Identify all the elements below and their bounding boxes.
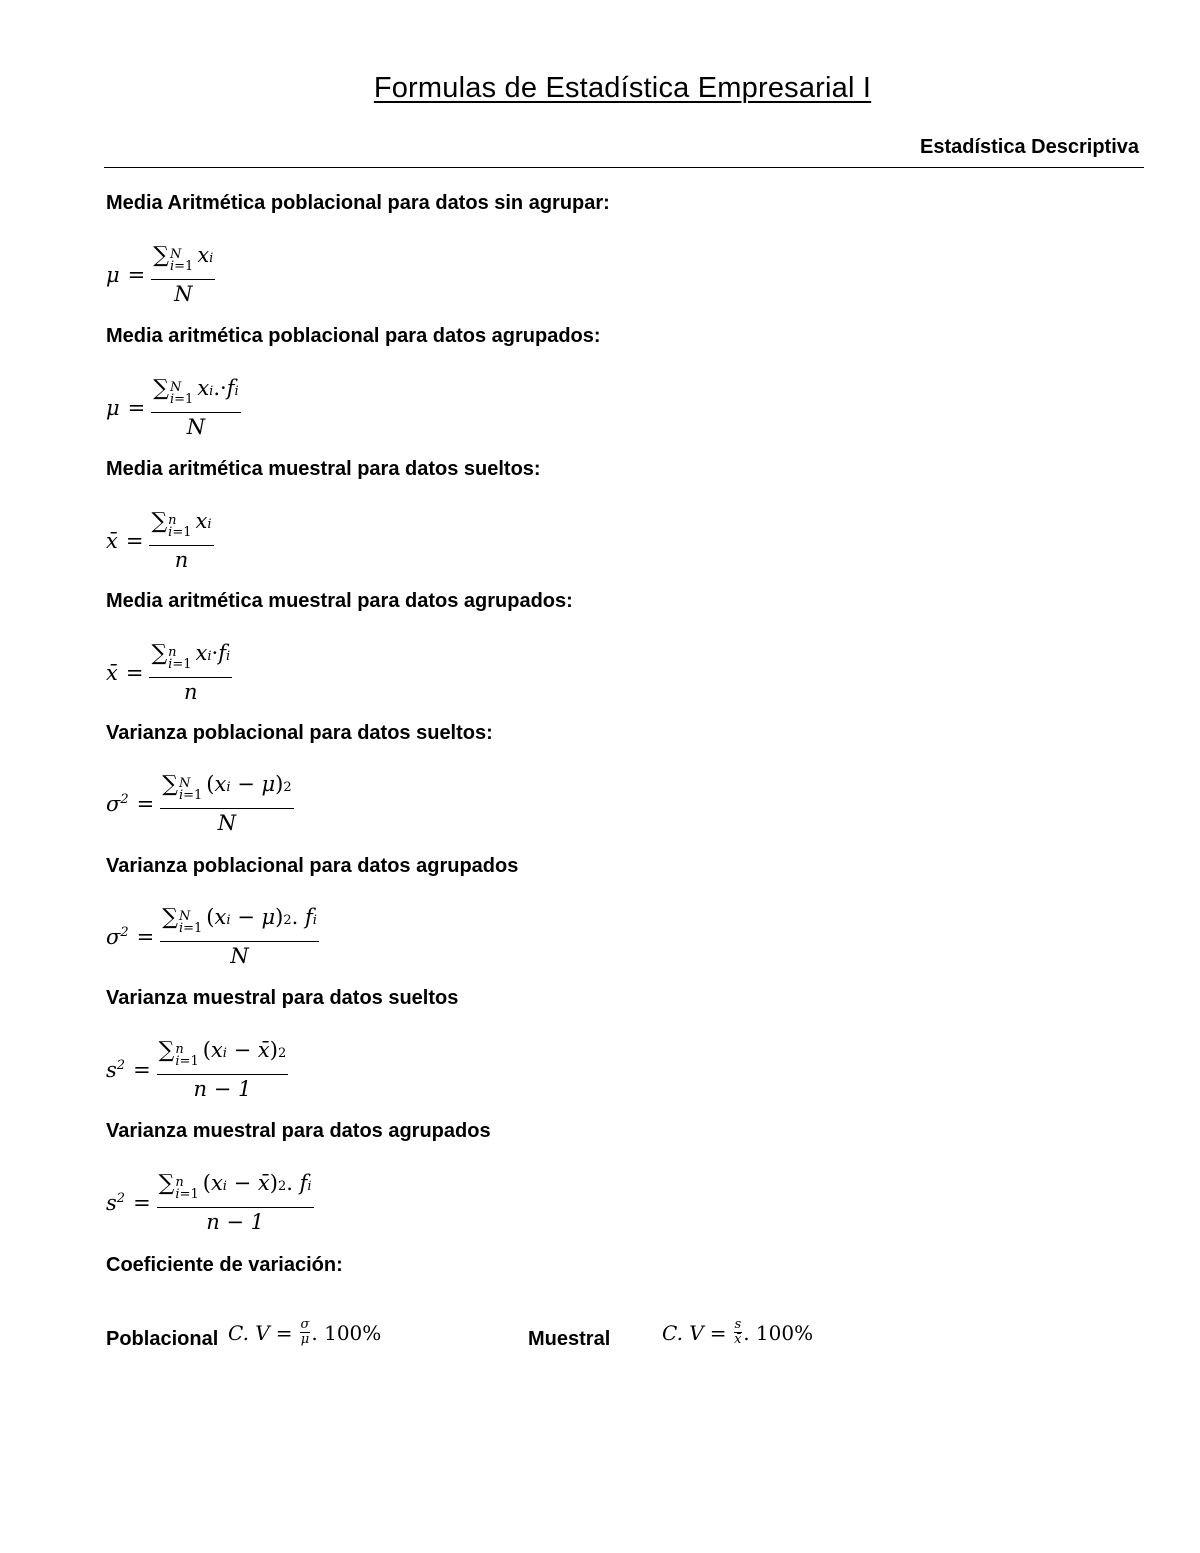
summation-limits [170, 382, 193, 406]
subscript: i [207, 517, 212, 532]
fraction-numerator: ∑ n i=1 ( x i − x̄ ) 2 [157, 1038, 289, 1075]
fraction-numerator: ∑ N i=1 ( x i − μ ) 2 . f i [160, 905, 319, 942]
formula-mean-population-ungrouped [106, 243, 215, 306]
fraction-numerator [151, 243, 215, 280]
cv-poblacional-fraction [300, 1318, 311, 1347]
subscript: i [234, 384, 239, 399]
summation-upper: N [169, 380, 182, 395]
fraction [151, 376, 240, 439]
summation-lower: i=1 [178, 921, 203, 936]
formula-lhs: $s^2$ [106, 1190, 126, 1215]
formula-lhs: μ [106, 262, 120, 287]
cv-muestral-formula [662, 1318, 813, 1347]
term: x [197, 243, 210, 267]
section-heading: Media aritmética muestral para datos sueltos: [106, 458, 541, 480]
fraction [160, 772, 293, 835]
term: x [195, 641, 208, 665]
summation-upper: n [168, 645, 177, 660]
summation-lower: i=1 [168, 657, 192, 672]
summation-lower: i=1 [168, 525, 192, 540]
fraction [160, 905, 319, 968]
equals-sign: = [127, 395, 146, 420]
section-heading: Media aritmética poblacional para datos agrupados: [106, 325, 601, 347]
fraction-denominator: N [217, 811, 237, 835]
fraction [149, 641, 232, 704]
summation-upper: N [178, 776, 191, 791]
formula-lhs: $\sigma^2$ [106, 791, 129, 816]
header-divider [104, 167, 1144, 168]
subscript: i [209, 251, 214, 266]
formula-variance-sample-grouped [106, 1171, 314, 1234]
fraction-numerator [149, 509, 213, 546]
equals-sign: = [709, 1320, 727, 1345]
summation-lower: i=1 [178, 788, 203, 803]
page-title: Formulas de Estadística Empresarial I [373, 72, 872, 104]
cv-muestral-numerator: s [734, 1317, 742, 1332]
section-heading: Varianza poblacional para datos agrupados [106, 855, 519, 877]
term: x [195, 509, 208, 533]
summation-limits [168, 647, 191, 671]
summation-limits [168, 515, 191, 539]
equals-sign: = [125, 528, 144, 553]
fraction [157, 1171, 314, 1234]
formula-mean-sample-ungrouped [106, 509, 214, 572]
summation-icon: ∑ [151, 641, 168, 666]
fraction-denominator: N [230, 944, 249, 968]
term: x [197, 376, 210, 400]
fraction-numerator: ∑ N i=1 x i .· f i [151, 376, 240, 413]
summation-lower: i=1 [175, 1187, 199, 1202]
equals-sign: = [125, 660, 144, 685]
summation-lower: i=1 [169, 259, 194, 274]
summation-lower: i=1 [175, 1054, 199, 1069]
summation-upper: n [168, 513, 177, 528]
fraction-numerator: ∑ n i=1 ( x i − x̄ ) 2 . f i [157, 1171, 314, 1208]
section-heading: Varianza poblacional para datos sueltos: [106, 722, 493, 744]
formula-variance-population-ungrouped [106, 772, 294, 835]
formula-mean-sample-grouped [106, 641, 232, 704]
fraction-denominator: n [184, 680, 198, 704]
formula-variance-sample-ungrouped [106, 1038, 288, 1101]
fraction-denominator: n [174, 548, 189, 572]
summation-icon: ∑ [153, 243, 169, 268]
section-heading: Varianza muestral para datos sueltos [106, 987, 459, 1009]
summation-limits [179, 778, 202, 802]
lhs-symbol: s [106, 1057, 117, 1082]
equals-sign: = [127, 262, 146, 287]
equals-sign: = [275, 1320, 293, 1345]
cv-percent: . 100% [743, 1320, 814, 1345]
summation-limits [175, 1177, 198, 1201]
summation-upper: N [178, 909, 191, 924]
summation-limits [175, 1044, 198, 1068]
formula-lhs: μ [106, 395, 120, 420]
cv-percent: . 100% [311, 1320, 382, 1345]
equals-sign: = [133, 1190, 151, 1215]
summation-icon: ∑ [162, 905, 178, 930]
equals-sign: = [136, 924, 155, 949]
summation-upper: n [175, 1042, 184, 1057]
fraction [151, 243, 215, 306]
fraction-numerator: ∑ N i=1 ( x i − μ ) 2 [160, 772, 293, 809]
subscript: i [209, 384, 214, 399]
formula-lhs: $\sigma^2$ [106, 924, 129, 949]
cv-muestral-fraction [734, 1318, 743, 1347]
fraction [157, 1038, 289, 1101]
fraction-denominator: n − 1 [206, 1210, 265, 1234]
summation-icon: ∑ [162, 772, 178, 797]
section-heading: Media Aritmética poblacional para datos sin agrupar: [106, 192, 610, 214]
fraction-denominator: N [186, 415, 206, 439]
summation-lower: i=1 [169, 392, 194, 407]
fraction-denominator: n − 1 [193, 1077, 252, 1101]
subscript: i [207, 649, 212, 664]
cv-symbol: C. V [662, 1320, 704, 1345]
summation-upper: N [169, 247, 182, 262]
summation-icon: ∑ [153, 376, 169, 401]
summation-icon: ∑ [158, 1171, 175, 1196]
summation-upper: n [175, 1175, 184, 1190]
section-heading-cv: Coeficiente de variación: [106, 1254, 343, 1276]
summation-icon: ∑ [151, 509, 168, 534]
fraction-numerator: ∑ n i=1 x i · f i [149, 641, 232, 678]
formula-mean-population-grouped [106, 376, 241, 439]
cv-poblacional-denominator: μ [300, 1332, 310, 1347]
summation-icon: ∑ [158, 1038, 175, 1063]
summation-limits [179, 911, 202, 935]
page-subtitle: Estadística Descriptiva [920, 136, 1139, 158]
formula-lhs: x̄ [106, 660, 118, 685]
lhs-symbol: σ [106, 791, 121, 816]
formula-variance-population-grouped [106, 905, 319, 968]
equals-sign: = [133, 1057, 151, 1082]
fraction [149, 509, 213, 572]
cv-formulas-row [106, 1318, 1006, 1366]
section-heading: Varianza muestral para datos agrupados [106, 1120, 491, 1142]
equals-sign: = [136, 791, 155, 816]
cv-symbol: C. V [228, 1320, 270, 1345]
cv-poblacional-numerator: σ [300, 1317, 310, 1332]
summation-limits [170, 249, 193, 273]
formula-lhs: $s^2$ [106, 1057, 126, 1082]
subscript: i [226, 649, 231, 664]
formula-lhs: x̄ [106, 528, 118, 553]
cv-poblacional-formula [228, 1318, 381, 1347]
cv-muestral-label: Muestral [528, 1328, 611, 1350]
cv-muestral-denominator: x̄ [734, 1332, 742, 1347]
lhs-symbol: σ [106, 924, 121, 949]
cv-poblacional-label: Poblacional [106, 1328, 219, 1350]
section-heading: Media aritmética muestral para datos agrupados: [106, 590, 573, 612]
lhs-symbol: s [106, 1190, 117, 1215]
fraction-denominator: N [174, 282, 193, 306]
